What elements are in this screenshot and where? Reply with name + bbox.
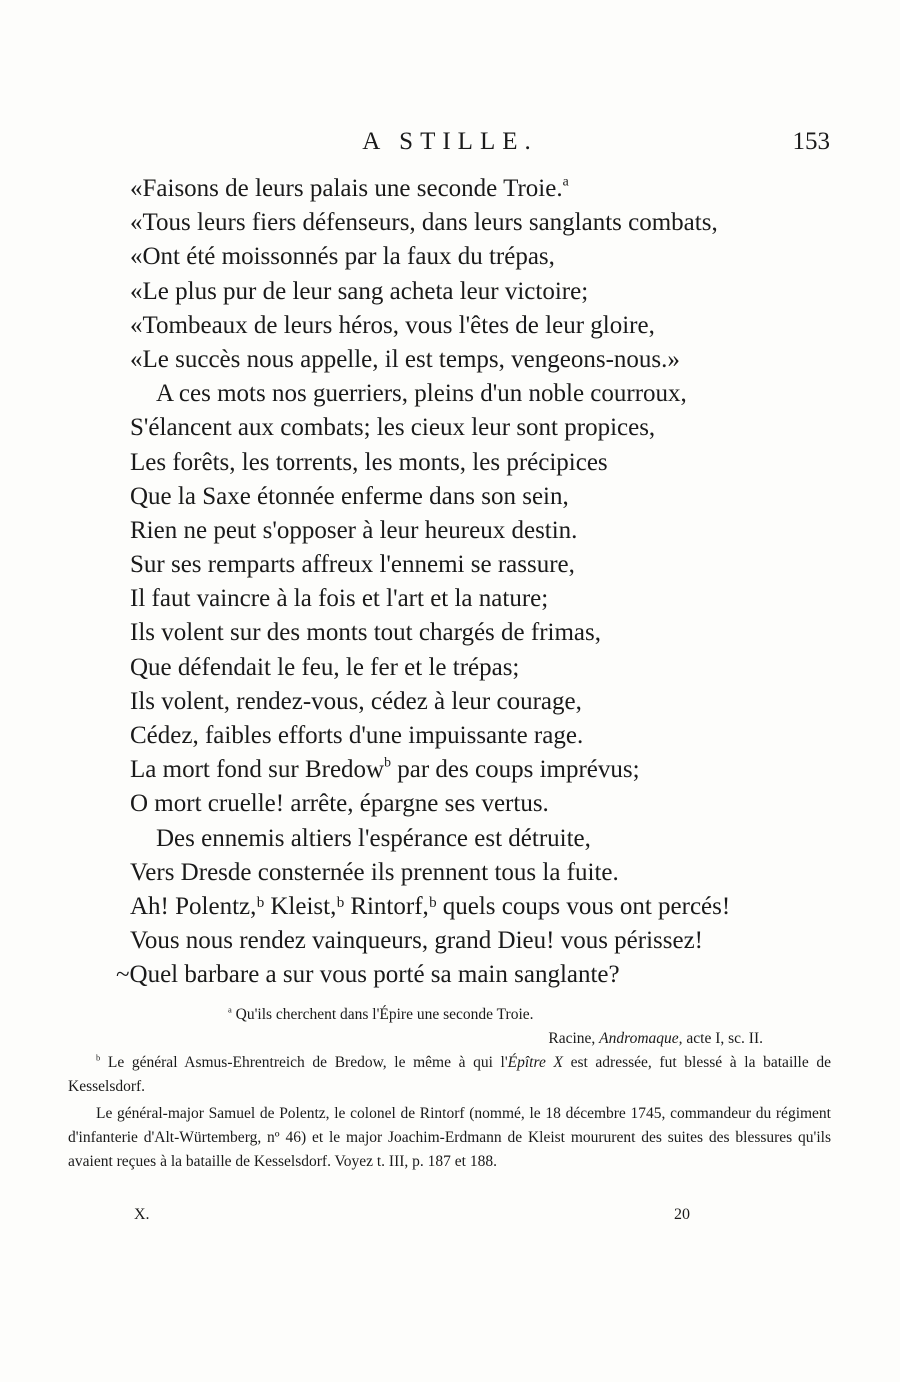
- verse-line: [116, 958, 850, 992]
- verse-text: Rien ne peut s'opposer à leur heureux destin.: [130, 516, 578, 544]
- verse-text: Ils volent sur des monts tout chargés de frimas,: [130, 619, 601, 647]
- verse-text: Vous nous rendez vainqueurs, grand Dieu! vous périssez!: [130, 927, 704, 955]
- verse-text: «Le succès nous appelle, il est temps, vengeons-nous.»: [130, 345, 680, 373]
- verse-text: Que la Saxe étonnée enferme dans son sein,: [130, 482, 569, 510]
- verse-line: [130, 411, 850, 445]
- verse-text: La mort fond sur Bredow: [130, 756, 385, 784]
- verse-line: [130, 446, 850, 480]
- footnote-a-source-prefix: Racine,: [548, 1030, 600, 1047]
- footnote-a-text: Qu'ils cherchent dans l'Épire une seconde Troie.: [235, 1006, 534, 1023]
- verse-line: [130, 480, 850, 514]
- verse-line: [130, 206, 850, 240]
- verse-text: S'élancent aux combats; les cieux leur sont propices,: [130, 414, 656, 442]
- verse-line: [130, 582, 850, 616]
- verse-text: «Le plus pur de leur sang acheta leur victoire;: [130, 277, 589, 305]
- verse-text: Vers Dresde consternée ils prennent tous la fuite.: [130, 858, 619, 886]
- poem: [116, 172, 850, 993]
- footnote-a-marker: a: [228, 1004, 232, 1015]
- footnote-a-source: [68, 1027, 831, 1051]
- verse-line: [130, 172, 850, 206]
- footnote-c: Le général-major Samuel de Polentz, le colonel de Rintorf (nommé, le 18 décembre 1745, commandeur du régiment d'infanterie d'Alt-Würtemberg, nº 46) et le major Joachim-Erdmann de Kleist moururent des suites des blessures qu'ils avaient reçues à la bataille de Kesselsdorf. Voyez t. III, p. 187 et 188.: [68, 1105, 831, 1170]
- verse-text: Ah! Polentz,ᵇ Kleist,ᵇ Rintorf,ᵇ quels coups vous ont percés!: [130, 892, 731, 920]
- verse-line: [130, 787, 850, 821]
- verse-line: [130, 753, 850, 787]
- footnote-a-source-suffix: acte I, sc. II.: [682, 1030, 763, 1047]
- verse-line: [130, 651, 850, 685]
- verse-text: Les forêts, les torrents, les monts, les précipices: [130, 448, 608, 476]
- footnotes: [68, 1003, 831, 1174]
- footnote-b-text-1: Le général Asmus-Ehrentreich de Bredow, le même à qui l': [107, 1054, 508, 1071]
- footnote-b: [68, 1051, 831, 1099]
- signature-mark: X.: [134, 1206, 150, 1223]
- footnote-ref: a: [562, 173, 569, 189]
- verse-line: [130, 309, 850, 343]
- verse-text: ~Quel barbare a sur vous porté sa main sanglante?: [116, 961, 620, 989]
- verse-text: Que défendait le feu, le fer et le trépas;: [130, 653, 520, 681]
- verse-text: Ils volent, rendez-vous, cédez à leur courage,: [130, 687, 582, 715]
- page-number: 153: [792, 128, 830, 155]
- sheet-number: 20: [674, 1206, 690, 1223]
- footnote-a-source-work: Andromaque,: [599, 1030, 683, 1047]
- verse-line: [130, 548, 850, 582]
- verse-line: [130, 275, 850, 309]
- footnote-b-marker: b: [96, 1052, 101, 1063]
- footnote-a: [68, 1003, 831, 1027]
- verse-line: [130, 719, 850, 753]
- verse-text: Sur ses remparts affreux l'ennemi se rassure,: [130, 551, 575, 579]
- verse-line: [130, 856, 850, 890]
- verse-text: A ces mots nos guerriers, pleins d'un noble courroux,: [156, 380, 687, 408]
- verse-text: Il faut vaincre à la fois et l'art et la nature;: [130, 585, 549, 613]
- verse-line: [130, 377, 850, 411]
- verse-text: Cédez, faibles efforts d'une impuissante rage.: [130, 722, 584, 749]
- verse-text: O mort cruelle! arrête, épargne ses vertus.: [130, 790, 549, 818]
- verse-text-after: par des coups imprévus;: [391, 756, 640, 784]
- verse-line: [130, 240, 850, 274]
- running-title: A STILLE.: [362, 128, 538, 155]
- verse-text: «Ont été moissonnés par la faux du trépas,: [130, 243, 555, 271]
- verse-line: [130, 343, 850, 377]
- verse-line: [130, 822, 850, 856]
- verse-line: [130, 890, 850, 924]
- verse-text: «Tous leurs fiers défenseurs, dans leurs sanglants combats,: [130, 209, 718, 237]
- verse-text: «Faisons de leurs palais une seconde Troie.: [130, 175, 563, 202]
- verse-line: [130, 924, 850, 958]
- verse-text: Des ennemis altiers l'espérance est détruite,: [156, 824, 591, 852]
- verse-text: «Tombeaux de leurs héros, vous l'êtes de leur gloire,: [130, 311, 655, 339]
- footnote-b-text-italic: Épître X: [507, 1054, 563, 1071]
- verse-line: [130, 685, 850, 719]
- footnote-ref: b: [384, 754, 391, 770]
- verse-line: [130, 616, 850, 650]
- footnote-b-text-2: est adressée, fut blessé à la bataille de Kesselsdorf.: [68, 1054, 832, 1095]
- verse-line: [130, 514, 850, 548]
